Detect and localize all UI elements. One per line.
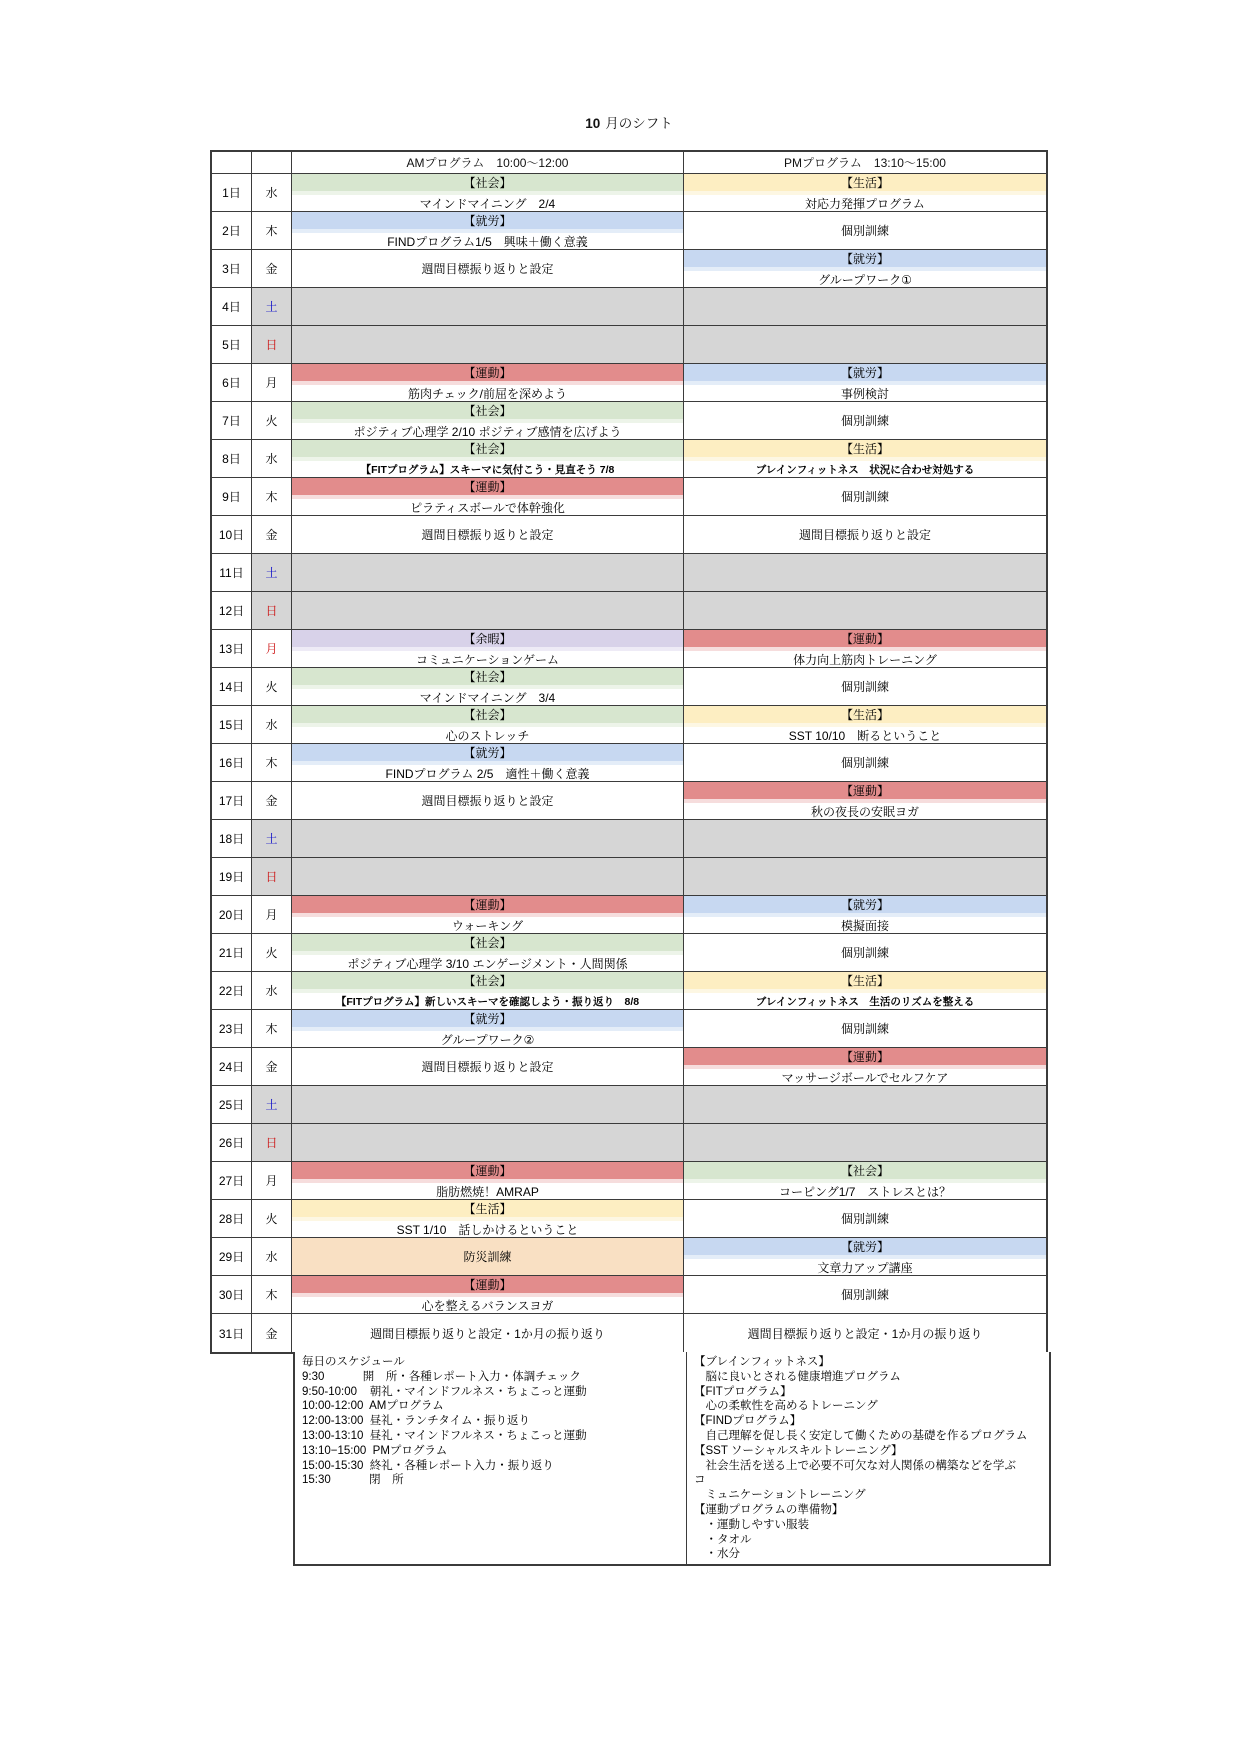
table-row — [212, 440, 1046, 478]
category-band: 【社会】 — [292, 706, 683, 723]
am-cell — [292, 1048, 684, 1086]
day-of-week-cell: 日 — [252, 326, 292, 364]
program-text: 個別訓練 — [840, 756, 889, 770]
category-band: 【就労】 — [684, 250, 1046, 267]
table-row — [212, 326, 1046, 364]
program-text: 心を整えるバランスヨガ — [421, 1299, 554, 1313]
table-row — [212, 1200, 1046, 1238]
note-line: 毎日のスケジュール — [302, 1356, 405, 1368]
am-cell — [292, 668, 684, 706]
program-text: SST 10/10 断るということ — [788, 729, 942, 743]
date-cell: 12日 — [212, 592, 252, 630]
pm-cell — [684, 858, 1046, 896]
category-band: 【就労】 — [292, 1010, 683, 1027]
pm-cell — [684, 250, 1046, 288]
am-cell — [292, 1124, 684, 1162]
date-cell: 29日 — [212, 1238, 252, 1276]
pm-cell — [684, 554, 1046, 592]
date-cell: 26日 — [212, 1124, 252, 1162]
program-text: 個別訓練 — [840, 224, 889, 238]
program-text: 週間目標振り返りと設定 — [798, 528, 931, 542]
table-row — [212, 668, 1046, 706]
am-cell — [292, 174, 684, 212]
pm-cell — [684, 174, 1046, 212]
am-cell — [292, 1086, 684, 1124]
category-band: 【運動】 — [684, 1048, 1046, 1065]
note-line: 脳に良いとされる健康増進プログラム — [694, 1370, 901, 1383]
program-text: ブレインフィットネス 生活のリズムを整える — [755, 995, 975, 1008]
day-of-week-cell: 月 — [252, 896, 292, 934]
note-line: 13:10−15:00 PMプログラム — [302, 1444, 448, 1457]
category-band: 【生活】 — [684, 706, 1046, 723]
table-row — [212, 288, 1046, 326]
table-row — [212, 592, 1046, 630]
program-text: SST 1/10 話しかけるということ — [396, 1223, 579, 1237]
pm-cell — [684, 402, 1046, 440]
notes-section — [293, 1352, 1051, 1566]
category-band: 【余暇】 — [292, 630, 683, 647]
pm-cell — [684, 668, 1046, 706]
program-text: コミュニケーションゲーム — [415, 653, 560, 667]
pm-cell — [684, 478, 1046, 516]
program-text: 文章力アップ講座 — [817, 1261, 913, 1275]
schedule-table — [210, 150, 1048, 1354]
category-band: 【就労】 — [684, 1238, 1046, 1255]
date-cell: 30日 — [212, 1276, 252, 1314]
am-cell — [292, 934, 684, 972]
category-band: 【生活】 — [292, 1200, 683, 1217]
program-text: ブレインフィットネス 状況に合わせ対処する — [755, 463, 975, 476]
category-band: 【運動】 — [292, 896, 683, 913]
pm-cell — [684, 972, 1046, 1010]
date-cell: 1日 — [212, 174, 252, 212]
category-band: 【社会】 — [292, 174, 683, 191]
date-cell: 21日 — [212, 934, 252, 972]
note-line: 10:00-12:00 AMプログラム — [302, 1400, 444, 1413]
date-cell: 3日 — [212, 250, 252, 288]
note-line: 心の柔軟性を高めるトレーニング — [694, 1400, 878, 1413]
table-row — [212, 174, 1046, 212]
day-of-week-cell: 月 — [252, 630, 292, 668]
date-cell: 13日 — [212, 630, 252, 668]
category-band: 【就労】 — [292, 744, 683, 761]
day-of-week-cell: 水 — [252, 440, 292, 478]
day-of-week-cell: 木 — [252, 1276, 292, 1314]
program-text: FINDプログラム1/5 興味＋働く意義 — [387, 235, 588, 249]
category-band: 【就労】 — [684, 364, 1046, 381]
daily-schedule-notes — [293, 1352, 687, 1566]
program-text: ウォーキング — [451, 919, 524, 933]
date-cell: 6日 — [212, 364, 252, 402]
pm-cell — [684, 820, 1046, 858]
category-band: 【社会】 — [684, 1162, 1046, 1179]
date-cell: 15日 — [212, 706, 252, 744]
category-band: 【生活】 — [684, 174, 1046, 191]
day-of-week-cell: 木 — [252, 744, 292, 782]
am-cell — [292, 1200, 684, 1238]
date-cell: 7日 — [212, 402, 252, 440]
page-title — [210, 112, 1048, 132]
table-row — [212, 1124, 1046, 1162]
day-of-week-cell: 木 — [252, 212, 292, 250]
table-row — [212, 402, 1046, 440]
program-text: ポジティブ心理学 2/10 ポジティブ感情を広げよう — [353, 425, 622, 439]
day-of-week-cell: 金 — [252, 1314, 292, 1352]
table-row — [212, 516, 1046, 554]
day-of-week-cell: 火 — [252, 668, 292, 706]
am-cell — [292, 1010, 684, 1048]
pm-program-header: PMプログラム 13:10〜15:00 — [684, 152, 1046, 174]
date-cell: 5日 — [212, 326, 252, 364]
table-row — [212, 364, 1046, 402]
category-band: 【社会】 — [292, 440, 683, 457]
pm-cell — [684, 630, 1046, 668]
day-of-week-cell: 土 — [252, 1086, 292, 1124]
day-of-week-cell: 日 — [252, 858, 292, 896]
pm-cell — [684, 744, 1046, 782]
title-text: 月のシフト — [605, 116, 673, 131]
program-text: 脂肪燃焼！AMRAP — [436, 1185, 539, 1199]
day-of-week-cell: 金 — [252, 516, 292, 554]
date-cell: 9日 — [212, 478, 252, 516]
day-of-week-cell: 金 — [252, 782, 292, 820]
date-cell: 8日 — [212, 440, 252, 478]
note-line: 9:50-10:00 朝礼・マインドフルネス・ちょこっと運動 — [302, 1385, 587, 1398]
table-row — [212, 744, 1046, 782]
am-cell — [292, 972, 684, 1010]
am-cell — [292, 250, 684, 288]
am-cell — [292, 1162, 684, 1200]
program-text: 心のストレッチ — [445, 729, 530, 743]
day-of-week-cell: 土 — [252, 554, 292, 592]
table-row — [212, 934, 1046, 972]
program-text: ポジティブ心理学 3/10 エンゲージメント・人間関係 — [347, 957, 628, 971]
title-month-number: 10 — [585, 116, 601, 131]
header-day-cell — [252, 152, 292, 174]
program-text: グループワーク① — [818, 273, 912, 287]
am-cell — [292, 212, 684, 250]
am-cell — [292, 858, 684, 896]
pm-cell — [684, 1086, 1046, 1124]
date-cell: 24日 — [212, 1048, 252, 1086]
note-line: 【運動プログラムの準備物】 — [694, 1503, 844, 1516]
table-row — [212, 1048, 1046, 1086]
program-text: 週間目標振り返りと設定・1か月の振り返り — [370, 1326, 605, 1341]
day-of-week-cell: 火 — [252, 1200, 292, 1238]
program-text: 個別訓練 — [840, 946, 889, 960]
pm-cell — [684, 1162, 1046, 1200]
table-row — [212, 820, 1046, 858]
day-of-week-cell: 日 — [252, 1124, 292, 1162]
table-row — [212, 858, 1046, 896]
pm-cell — [684, 1048, 1046, 1086]
program-text: 個別訓練 — [840, 490, 889, 504]
program-text: 週間目標振り返りと設定 — [421, 262, 554, 276]
category-band: 【運動】 — [292, 478, 683, 495]
table-row — [212, 1276, 1046, 1314]
note-line: 15:30 閉 所 — [302, 1474, 404, 1487]
category-band: 【社会】 — [292, 402, 683, 419]
date-cell: 23日 — [212, 1010, 252, 1048]
program-text: コーピング1/7 ストレスとは？ — [778, 1185, 952, 1199]
category-band: 【生活】 — [684, 440, 1046, 457]
program-text: マインドマイニング 3/4 — [419, 691, 556, 705]
table-row — [212, 1314, 1046, 1352]
am-cell — [292, 630, 684, 668]
program-text: 秋の夜長の安眠ヨガ — [810, 805, 919, 819]
program-text: グループワーク② — [440, 1033, 535, 1047]
pm-cell — [684, 288, 1046, 326]
day-of-week-cell: 土 — [252, 820, 292, 858]
table-row — [212, 478, 1046, 516]
note-line: 9:30 開 所・各種レポート入力・体調チェック — [302, 1370, 581, 1383]
pm-cell — [684, 1010, 1046, 1048]
program-text: 体力向上筋肉トレーニング — [793, 653, 937, 667]
program-text: ピラティスボールで体幹強化 — [410, 501, 565, 515]
program-text: 筋肉チェック/前屈を深めよう — [408, 387, 567, 401]
program-text: FINDプログラム 2/5 適性＋働く意義 — [385, 767, 590, 781]
note-line: 【ブレインフィットネス】 — [694, 1356, 830, 1368]
category-band: 【運動】 — [292, 364, 683, 381]
table-row — [212, 212, 1046, 250]
date-cell: 2日 — [212, 212, 252, 250]
program-text: 個別訓練 — [840, 1212, 889, 1226]
pm-cell — [684, 782, 1046, 820]
note-line: 【FINDプログラム】 — [694, 1415, 802, 1428]
program-text: 個別訓練 — [840, 414, 889, 428]
table-row — [212, 972, 1046, 1010]
table-row — [212, 554, 1046, 592]
date-cell: 18日 — [212, 820, 252, 858]
table-row — [212, 706, 1046, 744]
date-cell: 28日 — [212, 1200, 252, 1238]
table-row — [212, 630, 1046, 668]
am-cell — [292, 478, 684, 516]
date-cell: 27日 — [212, 1162, 252, 1200]
category-band: 【運動】 — [292, 1276, 683, 1293]
day-of-week-cell: 木 — [252, 478, 292, 516]
program-text: 週間目標振り返りと設定 — [421, 528, 554, 542]
table-row — [212, 250, 1046, 288]
pm-cell — [684, 326, 1046, 364]
category-band: 【就労】 — [684, 896, 1046, 913]
pm-cell — [684, 706, 1046, 744]
program-text: 週間目標振り返りと設定・1か月の振り返り — [747, 1326, 983, 1341]
day-of-week-cell: 水 — [252, 1238, 292, 1276]
am-cell — [292, 896, 684, 934]
program-text: 週間目標振り返りと設定 — [421, 1060, 554, 1074]
day-of-week-cell: 金 — [252, 1048, 292, 1086]
pm-cell — [684, 1238, 1046, 1276]
date-cell: 25日 — [212, 1086, 252, 1124]
program-text: 【FITプログラム】新しいスキーマを確認しよう・振り返り 8/8 — [335, 995, 640, 1008]
category-band: 【社会】 — [292, 972, 683, 989]
category-band: 【社会】 — [292, 934, 683, 951]
note-line: 【FITプログラム】 — [694, 1385, 792, 1398]
date-cell: 19日 — [212, 858, 252, 896]
pm-cell — [684, 896, 1046, 934]
table-row — [212, 1086, 1046, 1124]
date-cell: 22日 — [212, 972, 252, 1010]
category-band: 【社会】 — [292, 668, 683, 685]
date-cell: 10日 — [212, 516, 252, 554]
table-row — [212, 896, 1046, 934]
note-line: 12:00-13:00 昼礼・ランチタイム・振り返り — [302, 1415, 530, 1428]
pm-cell — [684, 592, 1046, 630]
program-text: 【FITプログラム】スキーマに気付こう・見直そう 7/8 — [360, 463, 615, 476]
pm-cell — [684, 364, 1046, 402]
am-cell — [292, 1276, 684, 1314]
day-of-week-cell: 土 — [252, 288, 292, 326]
am-cell — [292, 782, 684, 820]
header-date-cell — [212, 152, 252, 174]
pm-cell — [684, 934, 1046, 972]
category-band: 【就労】 — [292, 212, 683, 229]
pm-cell — [684, 1124, 1046, 1162]
day-of-week-cell: 金 — [252, 250, 292, 288]
day-of-week-cell: 火 — [252, 402, 292, 440]
day-of-week-cell: 火 — [252, 934, 292, 972]
am-cell — [292, 402, 684, 440]
date-cell: 14日 — [212, 668, 252, 706]
schedule-rows — [212, 174, 1046, 1352]
note-line: 自己理解を促し長く安定して働くための基礎を作るプログラム — [694, 1429, 1028, 1442]
note-line: 15:00-15:30 終礼・各種レポート入力・振り返り — [302, 1459, 554, 1472]
table-row — [212, 1238, 1046, 1276]
am-cell — [292, 706, 684, 744]
program-text: 個別訓練 — [840, 1022, 889, 1036]
program-description-notes — [687, 1352, 1051, 1566]
program-text: 個別訓練 — [840, 1288, 889, 1302]
table-row — [212, 782, 1046, 820]
pm-cell — [684, 516, 1046, 554]
table-row — [212, 1162, 1046, 1200]
am-cell — [292, 288, 684, 326]
am-cell — [292, 440, 684, 478]
note-line: ・運動しやすい服装 — [694, 1518, 809, 1531]
day-of-week-cell: 水 — [252, 972, 292, 1010]
am-cell — [292, 516, 684, 554]
program-text: マインドマイニング 2/4 — [419, 197, 556, 211]
date-cell: 20日 — [212, 896, 252, 934]
pm-cell — [684, 212, 1046, 250]
day-of-week-cell: 日 — [252, 592, 292, 630]
am-cell — [292, 326, 684, 364]
note-line: ・水分 — [694, 1548, 740, 1561]
category-band: 【生活】 — [684, 972, 1046, 989]
note-line: 社会生活を送る上で必要不可欠な対人関係の構築などを学ぶ — [694, 1459, 1016, 1472]
am-cell — [292, 554, 684, 592]
am-cell — [292, 1238, 684, 1276]
program-text: マッサージボールでセルフケア — [781, 1071, 949, 1085]
pm-cell — [684, 440, 1046, 478]
day-of-week-cell: 月 — [252, 364, 292, 402]
am-cell — [292, 1314, 684, 1352]
am-cell — [292, 364, 684, 402]
program-text: 週間目標振り返りと設定 — [421, 794, 554, 808]
program-text: 事例検討 — [840, 387, 889, 401]
am-cell — [292, 820, 684, 858]
day-of-week-cell: 月 — [252, 1162, 292, 1200]
am-cell — [292, 592, 684, 630]
day-of-week-cell: 水 — [252, 174, 292, 212]
pm-cell — [684, 1314, 1046, 1352]
table-row — [212, 1010, 1046, 1048]
note-line: コ — [694, 1474, 706, 1487]
program-text: 対応力発揮プログラム — [805, 197, 925, 211]
note-line: 【SST ソーシャルスキルトレーニング】 — [694, 1444, 903, 1457]
note-line: ・タオル — [694, 1533, 752, 1546]
category-band: 【運動】 — [684, 630, 1046, 647]
category-band: 【運動】 — [684, 782, 1046, 799]
program-text: 個別訓練 — [840, 680, 889, 694]
header-row — [212, 152, 1046, 174]
date-cell: 4日 — [212, 288, 252, 326]
category-band: 【運動】 — [292, 1162, 683, 1179]
pm-cell — [684, 1276, 1046, 1314]
date-cell: 11日 — [212, 554, 252, 592]
date-cell: 16日 — [212, 744, 252, 782]
am-cell — [292, 744, 684, 782]
note-line: 13:00-13:10 昼礼・マインドフルネス・ちょこっと運動 — [302, 1429, 587, 1442]
day-of-week-cell: 水 — [252, 706, 292, 744]
day-of-week-cell: 木 — [252, 1010, 292, 1048]
pm-cell — [684, 1200, 1046, 1238]
program-text: 防災訓練 — [463, 1250, 512, 1264]
note-line: ミュニケーショントレーニング — [694, 1489, 866, 1502]
date-cell: 31日 — [212, 1314, 252, 1352]
date-cell: 17日 — [212, 782, 252, 820]
program-text: 模擬面接 — [840, 919, 889, 933]
am-program-header: AMプログラム 10:00〜12:00 — [292, 152, 684, 174]
